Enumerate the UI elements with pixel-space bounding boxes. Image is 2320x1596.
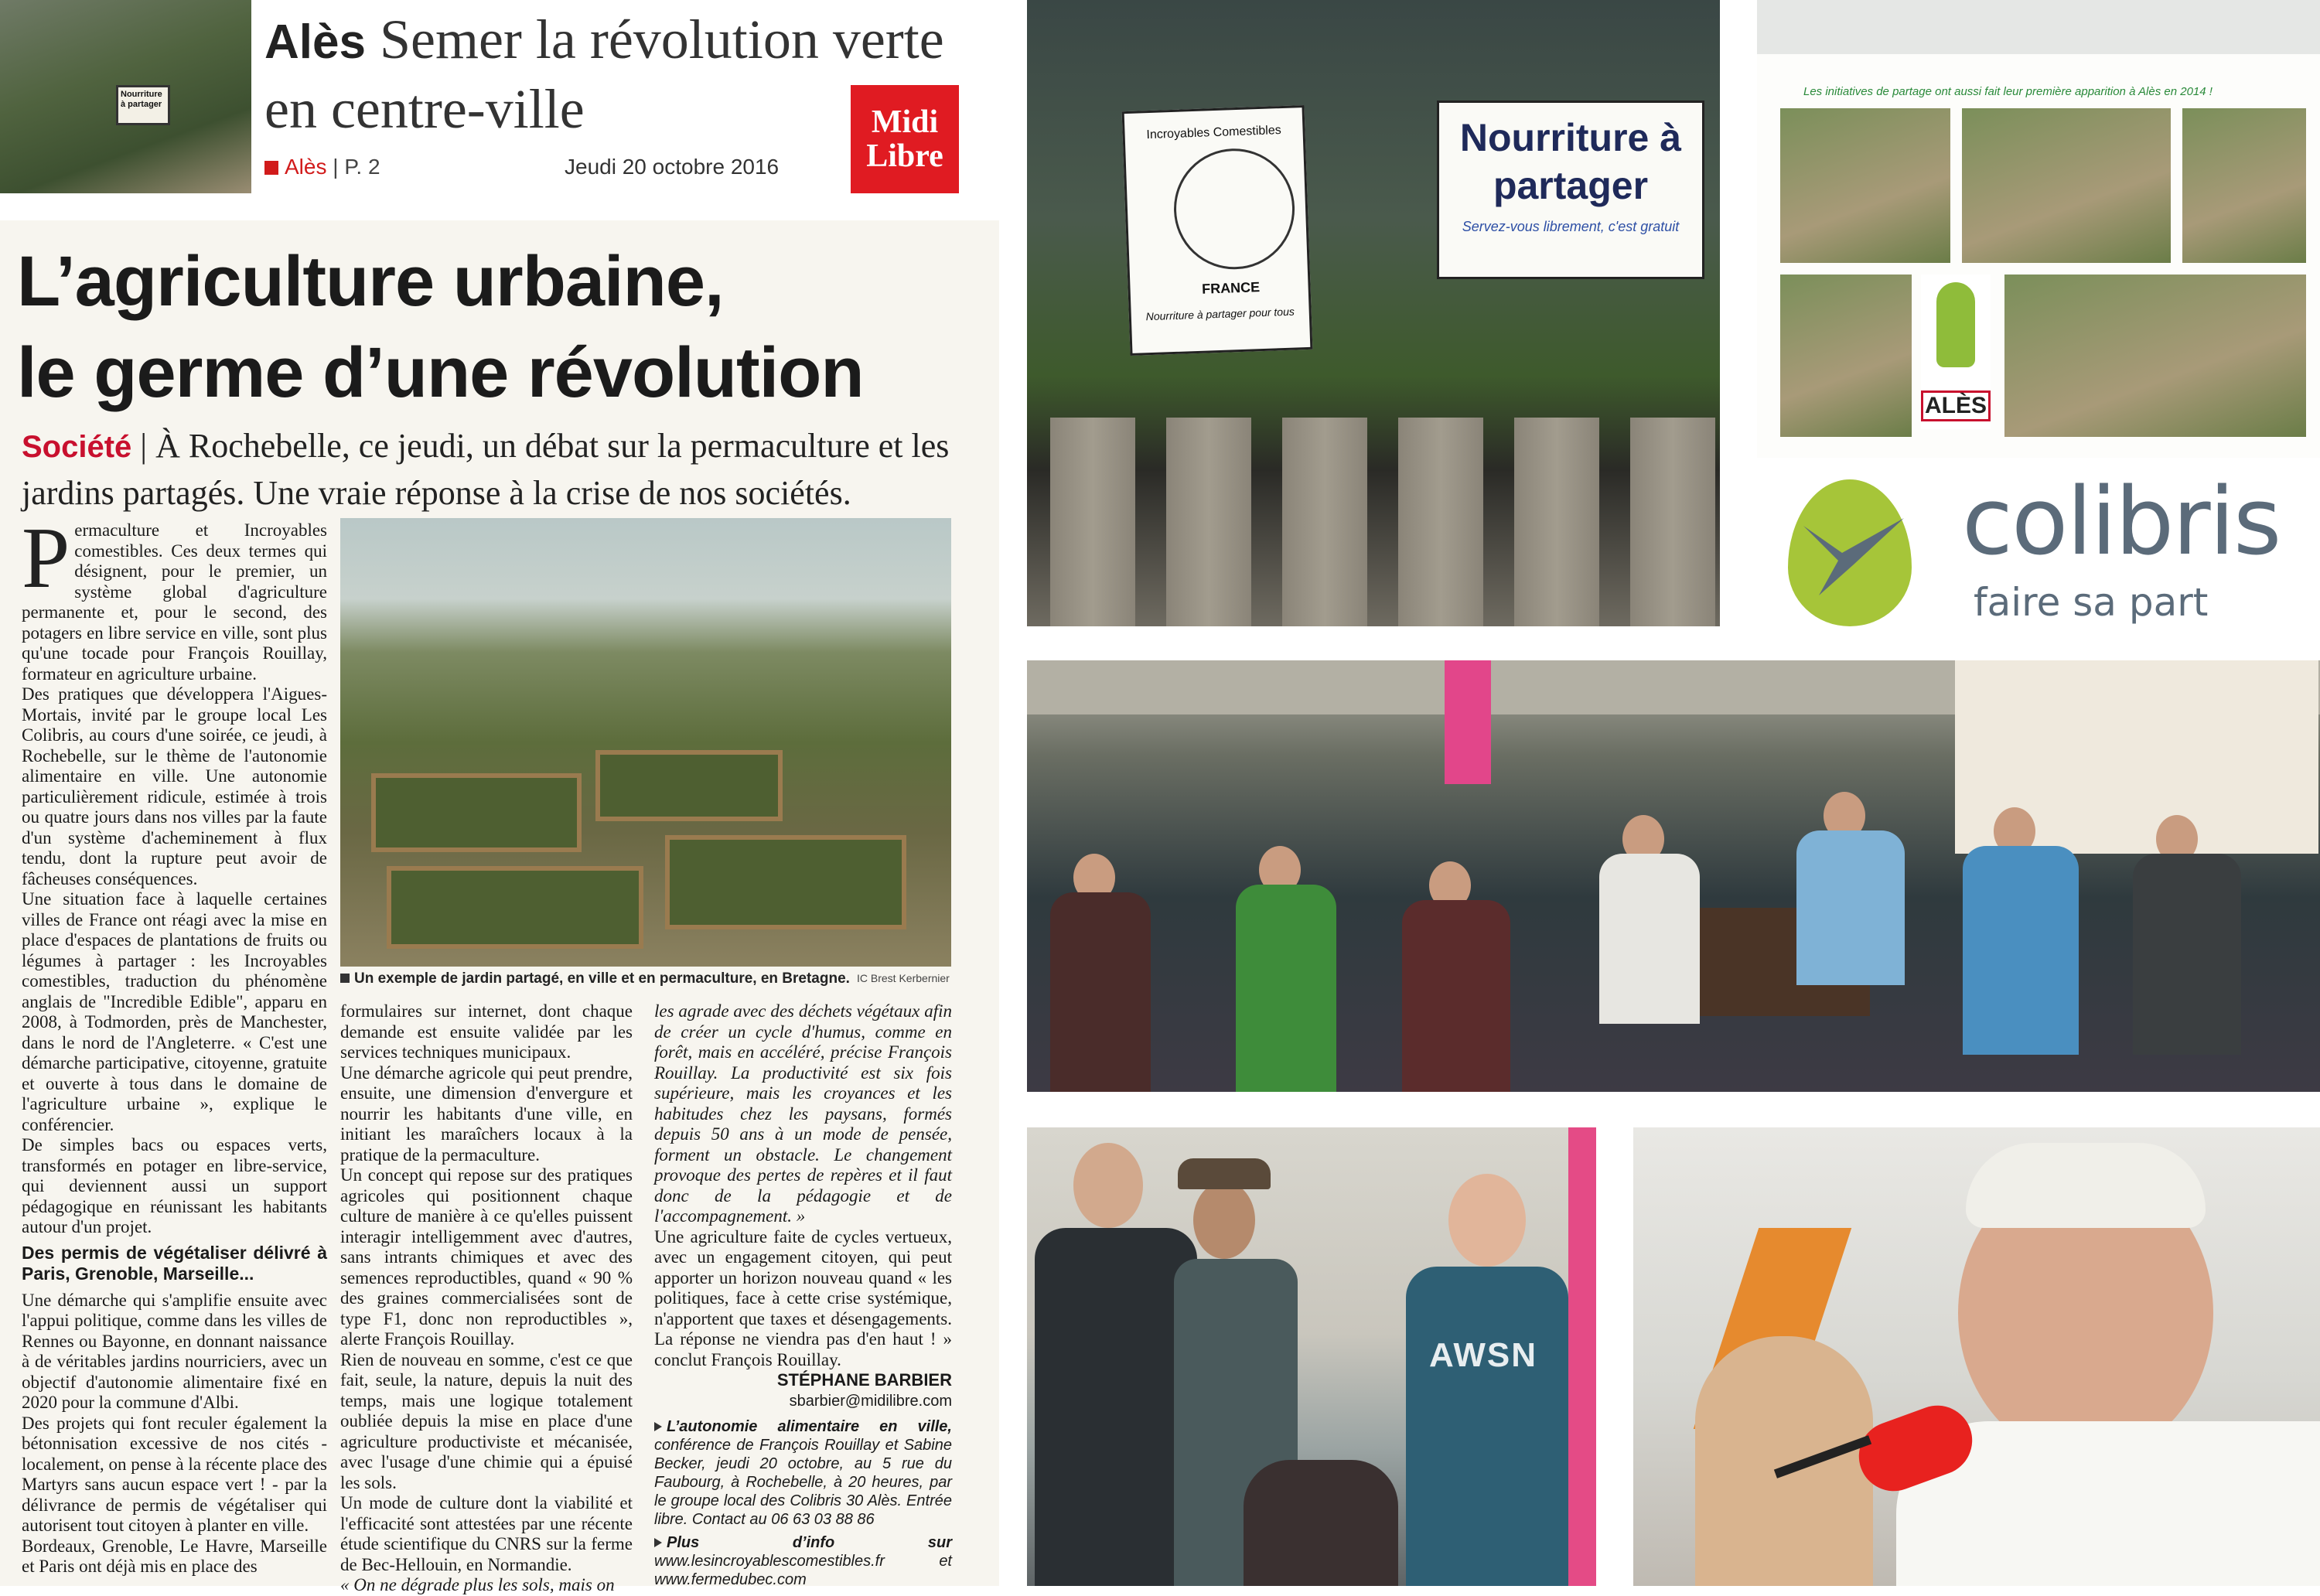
speaker-photo — [1633, 1127, 2320, 1586]
slide-title: Les initiatives de partage ont aussi fait leur première apparition à Alès en 2014 ! — [1803, 85, 2213, 98]
slide-photo — [1780, 275, 1912, 437]
header-cabbage-photo — [0, 0, 251, 193]
section-square-icon — [264, 161, 278, 175]
midi-libre-logo — [851, 85, 959, 193]
ic-arc-text: Incroyables Comestibles — [1146, 124, 1281, 142]
col1-paragraph-7: Bordeaux, Grenoble, Le Havre, Marseille et Paris ont déjà mis en place des — [22, 1536, 327, 1576]
speaker-hair — [1966, 1143, 2206, 1228]
article-lead-text: À Rochebelle, ce jeudi, un débat sur la permaculture et les jardins partagés. Une vraie réponse à la crise de nos sociétés. — [22, 427, 950, 512]
fence-plank — [1630, 418, 1715, 626]
projected-slide-photo — [1757, 0, 2320, 458]
col2-paragraph-5: Un mode de culture dont la viabilité et l'efficacité sont attestées par une récente étude scientifique du CNRS sur la ferme de Bec-Hellouin, en Normandie. — [340, 1493, 633, 1574]
garden-caption-text: Un exemple de jardin partagé, en ville et en permaculture, en Bretagne. — [354, 970, 850, 987]
person-jacket — [1035, 1228, 1197, 1586]
col2-paragraph-3: Un concept qui repose sur des pratiques agricoles qui positionnent chaque culture de manière à ce qu'elles puissent interagir intelligemment avec d'autres, sans intrants chimiques et avec des semences reproductibles, quand « 90 % des graines commercialisées sont de type F1, donc non reproductibles », alerte François Rouillay. — [340, 1165, 633, 1349]
slide-frame — [1757, 54, 2320, 458]
col1-paragraph-6: Des projets qui font reculer également la bétonnisation excessive de nos cités - localement, on pense à la récente place des Martyrs sans aucun espace vert ! - par la délivrance de permis de végétaliser qui autorisent tout citoyen à planter en ville. — [22, 1413, 327, 1535]
article-column-3 — [654, 1001, 952, 1589]
col1-intro: ermaculture et Incroyables comestibles. Ces deux termes qui désignent, pour le premier, un système global d'agriculture permanente et, pour le second, des potagers en libre service en ville, sont plus qu'une tocade pour François Rouillay, formateur en agriculture urbaine. — [22, 520, 327, 684]
midi-libre-logo-line2: Libre — [866, 138, 943, 174]
person-head — [1448, 1174, 1526, 1267]
newspaper-article — [0, 220, 999, 1594]
author-name: STÉPHANE BARBIER — [776, 1370, 952, 1390]
headline-line-2: le germe d’une révolution — [17, 333, 864, 412]
article-headline — [17, 236, 864, 418]
pink-wall-strip — [1568, 1127, 1596, 1586]
col1-paragraph-3: Une situation face à laquelle certaines villes de France ont réagi avec la mise en place d'espaces de plantations de fruits ou légumes à partager : les Incroyables comestibles, traduction du phénomène anglais de "Incredible Edible", apparu en 2008, à Todmorden, près de Manchester, dans le nord de l'Angleterre. « C'est une démarche participative, citoyenne, gratuite et ouverte à tous dans le domaine de l'agriculture urbaine », explique le conférencier. — [22, 889, 327, 1134]
hat-icon — [1178, 1158, 1271, 1189]
fence-plank — [1398, 418, 1483, 626]
header-section: Alès | P. 2 — [264, 155, 380, 179]
shirt-print: AWSN — [1429, 1336, 1537, 1374]
col1-paragraph-5: Une démarche qui s'amplifie ensuite avec l'appui politique, comme dans les villes de Rennes ou Bayonne, en donnant naissance à de véritables jardins nourriciers, avec un objectif d'autonomie alimentaire fixé en 2020 pour la commune d'Albi. — [22, 1290, 327, 1412]
colibris-logo — [1757, 464, 2320, 650]
woman-in-background — [1695, 1336, 1873, 1586]
more-info-label: Plus d’info sur — [667, 1534, 952, 1551]
col3-paragraph-2: Une agriculture faite de cycles vertueux, avec un engagement citoyen, qui peut apporter un horizon nouveau quand « les politiques, face à cette crise systémique, n'apportent que taxes et désengagements. La réponse ne viendra pas d'en haut ! » conclut François Rouillay. — [654, 1226, 952, 1369]
hummingbird-icon — [1788, 479, 1912, 626]
fence-plank — [1050, 418, 1135, 626]
header-section-name: Alès — [285, 155, 327, 179]
slide-photo — [1962, 108, 2171, 263]
caption-square-icon — [340, 974, 350, 983]
more-info-links: www.lesincroyablescomestibles.fr et www.fermedubec.com — [654, 1553, 952, 1588]
col2-paragraph-6: « On ne dégrade plus les sols, mais on — [340, 1575, 615, 1594]
midi-libre-logo-line1: Midi — [871, 104, 939, 140]
event-info-text: conférence de François Rouillay et Sabine Becker, jeudi 20 octobre, au 5 rue du Faubourg, à Rochebelle, à 20 heures, par le groupe local des Colibris 30 Alès. Entrée libre. Contact au 06 63 03 88 86 — [654, 1437, 952, 1528]
colibris-tagline: faire sa part — [1974, 580, 2209, 625]
slide-photo — [2004, 275, 2306, 437]
audience-member-body — [1402, 900, 1510, 1092]
audience-member-body — [1599, 854, 1700, 1024]
nourriture-a-partager-title: Nourriture à partager — [1459, 116, 1682, 207]
ales-badge-text: ALÈS — [1921, 390, 1991, 421]
header-page: P. 2 — [344, 155, 380, 179]
event-info-title: L’autonomie alimentaire en ville, — [667, 1418, 952, 1435]
col3-paragraph-1: les agrade avec des déchets végétaux afin de créer un cycle d'humus, comme en forêt, mais en accéléré, précise François Rouillay. La productivité est six fois supérieure, mais les croyances et les habitudes chez les paysans, formés depuis 50 ans à un mode de pensée, forment un obstacle. Le changement provoque des pertes de repères et il faut donc de la pédagogie et de l'accompagnement. » — [654, 1001, 952, 1226]
header-title-city: Alès — [264, 15, 366, 69]
colibris-name: colibris — [1962, 469, 2281, 576]
ic-france-text: FRANCE — [1201, 279, 1261, 297]
garden-photo — [340, 518, 951, 967]
col1-paragraph-4: De simples bacs ou espaces verts, transformés en potager en libre-service, qui deviennent aussi un support pédagogique en réunissant les habitants autour d'un projet. — [22, 1135, 327, 1236]
audience-question-photo — [1027, 1127, 1596, 1586]
slide-photo — [1780, 108, 1950, 263]
drop-cap: P — [22, 510, 70, 606]
fence-plank — [1282, 418, 1367, 626]
garden-photo-credit: IC Brest Kerbernier — [857, 972, 950, 984]
header-title-rest: Semer la révolution verte en centre-ville — [264, 9, 944, 140]
info-bullet-icon — [654, 1422, 662, 1431]
col2-paragraph-2: Une démarche agricole qui peut prendre, ensuite, une dimension d'envergure et nourrir les habitants d'une ville, en initiant les maraîchers locaux à la pratique de la permaculture. — [340, 1062, 633, 1165]
header-date: Jeudi 20 octobre 2016 — [565, 155, 780, 179]
event-info — [654, 1417, 952, 1529]
col1-subheading: Des permis de végétaliser délivré à Paris, Grenoble, Marseille... — [22, 1242, 327, 1284]
fence-plank — [1166, 418, 1251, 626]
v-hand-icon — [1936, 282, 1975, 367]
garden-bed — [595, 750, 783, 821]
person-head — [1073, 1143, 1143, 1228]
garden-signs-photo — [1027, 0, 1720, 626]
info-bullet-icon — [654, 1538, 662, 1547]
foreground-person — [1244, 1460, 1398, 1586]
ic-note-text: Nourriture à partager pour tous — [1145, 305, 1295, 323]
audience-member-body — [1963, 846, 2079, 1055]
nourriture-a-partager-subtitle: Servez-vous librement, c'est gratuit — [1462, 219, 1680, 234]
col2-paragraph-4: Rien de nouveau en somme, c'est ce que fait, seule, la nature, depuis la nuit des temps, mais une logique totalement oubliée depuis la mise en place d'une agriculture productiviste et mécanisée, avec l'usage d'une chimie qui a épuisé les sols. — [340, 1349, 633, 1492]
slide-photo — [2182, 108, 2306, 263]
article-column-2 — [340, 1001, 633, 1596]
audience-member-body — [2133, 854, 2241, 1055]
fence-plank — [1514, 418, 1599, 626]
garden-bed — [387, 866, 643, 949]
audience-member-body — [1796, 830, 1905, 985]
incroyables-comestibles-sign — [1122, 105, 1313, 356]
col2-paragraph-1: formulaires sur internet, dont chaque demande est ensuite validée par les services techniques municipaux. — [340, 1001, 633, 1062]
article-tag: Société — [22, 430, 132, 464]
ales-badge — [1921, 275, 1991, 429]
article-column-1 — [22, 510, 327, 1577]
incroyables-comestibles-logo-icon — [1172, 147, 1296, 271]
pink-curtain — [1445, 660, 1491, 784]
audience-member-body — [1050, 892, 1151, 1092]
colibris-drop-icon — [1788, 479, 1912, 626]
header-photo-sign: Nourriture à partager — [116, 85, 170, 125]
article-lead: Société | À Rochebelle, ce jeudi, un débat sur la permaculture et les jardins partagés. Une vraie réponse à la crise de nos sociétés. — [22, 427, 950, 512]
audience-photo — [1027, 660, 2320, 1092]
nourriture-a-partager-sign — [1437, 101, 1704, 279]
audience-member-body — [1236, 885, 1336, 1092]
garden-bed — [665, 835, 906, 929]
garden-bed — [371, 773, 582, 852]
author-email: sbarbier@midilibre.com — [789, 1392, 952, 1410]
person-shirt — [1406, 1267, 1568, 1586]
more-info — [654, 1533, 952, 1589]
person-head — [1193, 1182, 1255, 1259]
col1-paragraph-2: Des pratiques que développera l'Aigues-Mortais, invité par le groupe local Les Colibris, au cours d'une soirée, ce jeudi, à Rochebelle, sur le thème de l'autonomie alimentaire en ville. Une autonomie particulièrement ridicule, estimée à trois ou quatre jours dans nos villes par la faute d'un système d'acheminement à flux tendu, dont la rupture peut avoir de fâcheuses conséquences. — [22, 684, 327, 888]
headline-line-1: L’agriculture urbaine, — [17, 242, 724, 321]
